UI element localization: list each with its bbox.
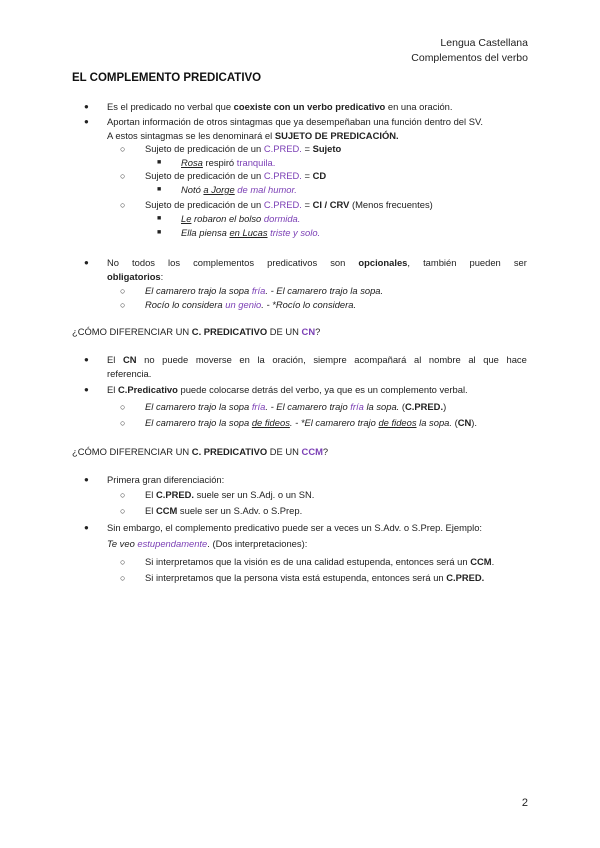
ccm-term: CCM bbox=[155, 505, 178, 516]
equals-sign: = bbox=[301, 143, 313, 154]
definition-text: A estos sintagmas se les denominará el bbox=[107, 130, 275, 141]
example-predicative: fría bbox=[251, 285, 266, 296]
example-text: robaron el bolso bbox=[191, 213, 264, 224]
ccm-term: CCM bbox=[470, 556, 492, 567]
example-adverb: estupendamente bbox=[137, 538, 208, 549]
word: complementos bbox=[193, 257, 255, 268]
circle-bullet-icon: ○ bbox=[120, 573, 126, 583]
page-number: 2 bbox=[521, 797, 528, 809]
text: suele ser un S.Adv. o S.Prep. bbox=[177, 505, 303, 516]
optional-line-2 bbox=[107, 271, 163, 283]
question-term: C. PREDICATIVO bbox=[191, 446, 268, 457]
example-predicative: triste y solo. bbox=[270, 227, 321, 238]
square-bullet-icon: ■ bbox=[157, 229, 162, 236]
word: al bbox=[414, 354, 422, 365]
example-text-end: . - *Rocío lo considera. bbox=[261, 299, 357, 310]
word: que bbox=[483, 354, 499, 365]
example-text: . - El camarero trajo bbox=[265, 401, 351, 412]
definition-text-end: en una oración. bbox=[385, 101, 453, 112]
paren: ) bbox=[443, 401, 447, 412]
subitem-subject bbox=[145, 143, 341, 155]
example-line bbox=[181, 227, 320, 239]
subitem-ci-crv bbox=[145, 199, 433, 211]
example-text: la sopa. bbox=[416, 417, 452, 428]
example-text: El camarero trajo la sopa bbox=[145, 285, 252, 296]
question-mark: ? bbox=[322, 446, 329, 457]
colon: : bbox=[160, 271, 164, 282]
word: oración, bbox=[272, 354, 306, 365]
word: hace bbox=[506, 354, 527, 365]
function-term: Sujeto bbox=[312, 143, 342, 154]
cn-term: CN bbox=[122, 354, 137, 365]
example-text: El camarero trajo la sopa bbox=[145, 401, 252, 412]
example-text: Te veo bbox=[107, 538, 138, 549]
interpretation-cpred-line bbox=[145, 572, 484, 584]
subitem-note: (Menos frecuentes) bbox=[349, 199, 433, 210]
example-text: Rocío lo considera bbox=[145, 299, 226, 310]
word: también bbox=[423, 257, 457, 268]
example-line bbox=[181, 157, 275, 169]
word: puede bbox=[162, 354, 189, 365]
equals-sign: = bbox=[301, 170, 313, 181]
example-line bbox=[145, 401, 446, 413]
circle-bullet-icon: ○ bbox=[120, 506, 126, 516]
text: suele ser un S.Adj. o un SN. bbox=[193, 489, 315, 500]
definition-emphasis: coexiste con un verbo predicativo bbox=[233, 101, 386, 112]
equals-sign: = bbox=[301, 199, 313, 210]
section-question-ccm bbox=[72, 446, 328, 458]
bullet-icon: ● bbox=[84, 117, 89, 126]
word: acompañará bbox=[354, 354, 407, 365]
function-term: CI / CRV bbox=[312, 199, 350, 210]
function-label: C.PRED. bbox=[405, 401, 444, 412]
example-line bbox=[145, 285, 383, 297]
text: El bbox=[145, 505, 156, 516]
question-text: DE UN bbox=[267, 326, 302, 337]
word: la bbox=[257, 354, 265, 365]
cpred-term: C.PRED. bbox=[263, 143, 302, 154]
example-text-end: . - El camarero trajo la sopa. bbox=[265, 285, 384, 296]
circle-bullet-icon: ○ bbox=[120, 200, 126, 210]
square-bullet-icon: ■ bbox=[157, 186, 162, 193]
example-text: El camarero trajo la sopa bbox=[145, 417, 252, 428]
paren: ( bbox=[399, 401, 406, 412]
word: no bbox=[144, 354, 155, 365]
square-bullet-icon: ■ bbox=[157, 159, 162, 166]
example-predicative: un genio bbox=[225, 299, 262, 310]
example-line bbox=[145, 299, 356, 311]
definition-line bbox=[107, 101, 453, 113]
cpred-type-line bbox=[145, 489, 314, 501]
word: son bbox=[330, 257, 346, 268]
question-text: ¿CÓMO DIFERENCIAR UN bbox=[72, 326, 192, 337]
example-subject: Rosa bbox=[181, 157, 203, 168]
header-subject: Lengua Castellana bbox=[440, 37, 528, 49]
text: puede colocarse detrás del verbo, ya que es un complemento verbal. bbox=[177, 384, 468, 395]
section-question-cn bbox=[72, 326, 320, 338]
bullet-icon: ● bbox=[84, 102, 89, 111]
circle-bullet-icon: ○ bbox=[120, 490, 126, 500]
square-bullet-icon: ■ bbox=[157, 215, 162, 222]
question-mark: ? bbox=[315, 326, 321, 337]
optional-line bbox=[107, 257, 527, 269]
word: siempre bbox=[313, 354, 347, 365]
paren: ( bbox=[451, 417, 458, 428]
circle-bullet-icon: ○ bbox=[120, 300, 126, 310]
optional-term: opcionales bbox=[358, 257, 408, 268]
example-subject: a Jorge bbox=[203, 184, 235, 195]
question-term: C. PREDICATIVO bbox=[191, 326, 268, 337]
example-line bbox=[145, 417, 477, 429]
header-topic: Complementos del verbo bbox=[411, 52, 528, 64]
bullet-icon: ● bbox=[84, 523, 89, 532]
text: El bbox=[145, 489, 156, 500]
obligatory-term: obligatorios bbox=[107, 271, 161, 282]
example-note: . (Dos interpretaciones): bbox=[207, 538, 308, 549]
word: moverse bbox=[195, 354, 232, 365]
subject-of-predication-term: SUJETO DE PREDICACIÓN. bbox=[274, 130, 399, 141]
word: ser bbox=[513, 257, 527, 268]
function-label: CN bbox=[457, 417, 472, 428]
example-text: respiró bbox=[202, 157, 237, 168]
definition-line-3 bbox=[107, 130, 399, 142]
definition-line-2: Aportan información de otros sintagmas que ya desempeñaban una función dentro del SV. bbox=[107, 116, 483, 127]
word: en bbox=[239, 354, 250, 365]
question-text: ¿CÓMO DIFERENCIAR UN bbox=[72, 446, 192, 457]
example-cn: de fideos bbox=[378, 417, 417, 428]
text: Si interpretamos que la persona vista está estupenda, entonces será un bbox=[145, 572, 447, 583]
page-title: EL COMPLEMENTO PREDICATIVO bbox=[72, 72, 262, 84]
circle-bullet-icon: ○ bbox=[120, 402, 126, 412]
example-subject: en Lucas bbox=[229, 227, 268, 238]
word-group bbox=[358, 257, 410, 269]
example-cn: de fideos bbox=[251, 417, 290, 428]
example-text: . - *El camarero trajo bbox=[289, 417, 379, 428]
example-text: la sopa. bbox=[363, 401, 400, 412]
cpred-term: C.PRED. bbox=[446, 572, 485, 583]
circle-bullet-icon: ○ bbox=[120, 557, 126, 567]
interpretation-ccm-line bbox=[145, 556, 494, 568]
circle-bullet-icon: ○ bbox=[120, 418, 126, 428]
word: No bbox=[107, 257, 119, 268]
example-text: Ella piensa bbox=[181, 227, 230, 238]
cpred-position-line bbox=[107, 384, 468, 396]
comma: , bbox=[407, 257, 410, 268]
circle-bullet-icon: ○ bbox=[120, 286, 126, 296]
word: al bbox=[468, 354, 476, 365]
example-subject: Le bbox=[181, 213, 192, 224]
circle-bullet-icon: ○ bbox=[120, 171, 126, 181]
subitem-text: Sujeto de predicación de un bbox=[145, 170, 264, 181]
bullet-icon: ● bbox=[84, 258, 89, 267]
paren: ). bbox=[471, 417, 477, 428]
cpred-term: C.PRED. bbox=[155, 489, 194, 500]
example-predicative: tranquila. bbox=[236, 157, 276, 168]
cn-line-2: referencia. bbox=[107, 368, 152, 379]
example-text: Notó bbox=[181, 184, 204, 195]
cpred-term: C.PRED. bbox=[263, 199, 302, 210]
word: los bbox=[168, 257, 181, 268]
example-predicative: dormida. bbox=[263, 213, 301, 224]
example-predicative: fría bbox=[251, 401, 266, 412]
word: predicativos bbox=[267, 257, 318, 268]
bullet-icon: ● bbox=[84, 385, 89, 394]
word: El bbox=[107, 354, 116, 365]
word: nombre bbox=[428, 354, 461, 365]
example-line bbox=[107, 538, 307, 550]
example-line bbox=[181, 184, 297, 196]
word: pueden bbox=[469, 257, 501, 268]
text: Si interpretamos que la visión es de una calidad estupenda, entonces será un bbox=[145, 556, 471, 567]
function-term: CD bbox=[312, 170, 327, 181]
bullet-icon: ● bbox=[84, 475, 89, 484]
subitem-text: Sujeto de predicación de un bbox=[145, 199, 264, 210]
text: El bbox=[107, 384, 118, 395]
first-difference-line: Primera gran diferenciación: bbox=[107, 474, 225, 485]
circle-bullet-icon: ○ bbox=[120, 144, 126, 154]
word: todos bbox=[132, 257, 155, 268]
question-term-ccm: CCM bbox=[301, 446, 323, 457]
subitem-text: Sujeto de predicación de un bbox=[145, 143, 264, 154]
however-line: Sin embargo, el complemento predicativo puede ser a veces un S.Adv. o S.Prep. Ejemplo: bbox=[107, 522, 483, 533]
question-term-cn: CN bbox=[301, 326, 316, 337]
cn-line bbox=[107, 354, 527, 366]
example-predicative: de mal humor. bbox=[234, 184, 297, 195]
question-text: DE UN bbox=[267, 446, 302, 457]
cpred-term: C.Predicativo bbox=[117, 384, 178, 395]
example-predicative: fría bbox=[350, 401, 364, 412]
example-line bbox=[181, 213, 300, 225]
bullet-icon: ● bbox=[84, 355, 89, 364]
ccm-type-line bbox=[145, 505, 302, 517]
subitem-cd bbox=[145, 170, 326, 182]
period: . bbox=[491, 556, 495, 567]
definition-text: Es el predicado no verbal que bbox=[107, 101, 234, 112]
cpred-term: C.PRED. bbox=[263, 170, 302, 181]
